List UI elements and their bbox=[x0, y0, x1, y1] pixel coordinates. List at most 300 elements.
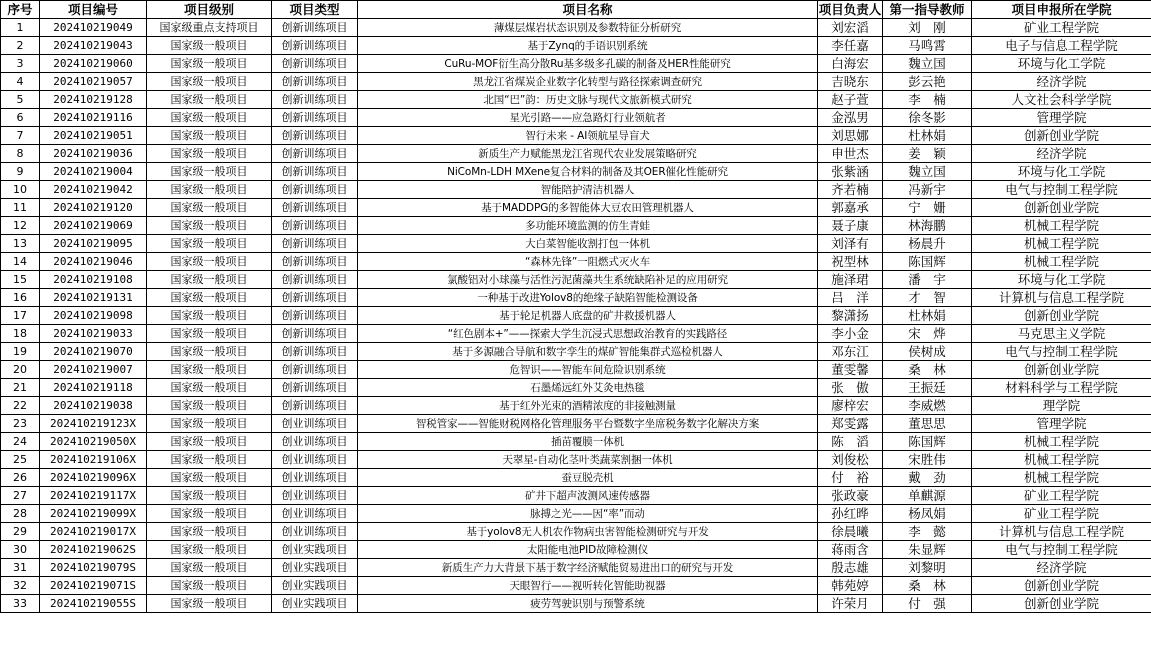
cell-level: 国家级一般项目 bbox=[147, 487, 272, 505]
table-row bbox=[1, 253, 1151, 271]
cell-college: 计算机与信息工程学院 bbox=[972, 289, 1151, 307]
cell-teacher: 宁 姗 bbox=[883, 199, 972, 217]
cell-leader: 张紫涵 bbox=[818, 163, 883, 181]
cell-teacher: 陈国辉 bbox=[883, 433, 972, 451]
cell-level: 国家级重点支持项目 bbox=[147, 19, 272, 37]
cell-code: 202410219004 bbox=[40, 163, 147, 181]
cell-college: 创新创业学院 bbox=[972, 361, 1151, 379]
cell-no: 12 bbox=[1, 217, 40, 235]
cell-type: 创新训练项目 bbox=[272, 73, 358, 91]
cell-leader: 施泽珺 bbox=[818, 271, 883, 289]
cell-leader: 李任嘉 bbox=[818, 37, 883, 55]
header-cell-code: 项目编号 bbox=[40, 1, 147, 19]
cell-code: 202410219069 bbox=[40, 217, 147, 235]
cell-name: 太阳能电池PID故障检测仪 bbox=[358, 541, 818, 559]
cell-code: 202410219106X bbox=[40, 451, 147, 469]
cell-level: 国家级一般项目 bbox=[147, 325, 272, 343]
cell-college: 经济学院 bbox=[972, 145, 1151, 163]
cell-leader: 刘宏滔 bbox=[818, 19, 883, 37]
cell-code: 202410219070 bbox=[40, 343, 147, 361]
cell-name: CuRu-MOF衍生高分散Ru基多级多孔碳的制备及HER性能研究 bbox=[358, 55, 818, 73]
cell-level: 国家级一般项目 bbox=[147, 271, 272, 289]
cell-leader: 吉晓东 bbox=[818, 73, 883, 91]
table-row bbox=[1, 541, 1151, 559]
cell-college: 马克思主义学院 bbox=[972, 325, 1151, 343]
cell-leader: 张政豪 bbox=[818, 487, 883, 505]
cell-name: 疲劳驾驶识别与预警系统 bbox=[358, 595, 818, 613]
cell-college: 机械工程学院 bbox=[972, 469, 1151, 487]
table-row bbox=[1, 271, 1151, 289]
cell-name: 基于yolov8无人机农作物病虫害智能检测研究与开发 bbox=[358, 523, 818, 541]
cell-type: 创新训练项目 bbox=[272, 109, 358, 127]
cell-level: 国家级一般项目 bbox=[147, 595, 272, 613]
cell-name: 基于红外光束的酒精浓度的非接触测量 bbox=[358, 397, 818, 415]
cell-teacher: 单麒源 bbox=[883, 487, 972, 505]
cell-teacher: 李威燃 bbox=[883, 397, 972, 415]
header-cell-teacher: 第一指导教师 bbox=[883, 1, 972, 19]
table-row bbox=[1, 19, 1151, 37]
table-row bbox=[1, 487, 1151, 505]
cell-level: 国家级一般项目 bbox=[147, 343, 272, 361]
cell-code: 202410219060 bbox=[40, 55, 147, 73]
cell-college: 环境与化工学院 bbox=[972, 55, 1151, 73]
cell-code: 202410219046 bbox=[40, 253, 147, 271]
cell-name: 新质生产力赋能黑龙江省现代农业发展策略研究 bbox=[358, 145, 818, 163]
cell-teacher: 杜林娟 bbox=[883, 307, 972, 325]
cell-teacher: 杨凤娟 bbox=[883, 505, 972, 523]
cell-level: 国家级一般项目 bbox=[147, 181, 272, 199]
cell-name: 基于轮足机器人底盘的矿井救援机器人 bbox=[358, 307, 818, 325]
cell-teacher: 彭云艳 bbox=[883, 73, 972, 91]
table-row bbox=[1, 505, 1151, 523]
cell-no: 27 bbox=[1, 487, 40, 505]
cell-level: 国家级一般项目 bbox=[147, 433, 272, 451]
cell-teacher: 潘 宇 bbox=[883, 271, 972, 289]
cell-teacher: 桑 林 bbox=[883, 361, 972, 379]
cell-college: 电气与控制工程学院 bbox=[972, 343, 1151, 361]
cell-code: 202410219118 bbox=[40, 379, 147, 397]
cell-type: 创新训练项目 bbox=[272, 343, 358, 361]
cell-name: 氯酸铝对小球藻与活性污泥菌藻共生系统缺陷补足的应用研究 bbox=[358, 271, 818, 289]
cell-name: 黑龙江省煤炭企业数字化转型与路径探索调查研究 bbox=[358, 73, 818, 91]
table-row bbox=[1, 217, 1151, 235]
cell-no: 15 bbox=[1, 271, 40, 289]
cell-no: 26 bbox=[1, 469, 40, 487]
cell-name: 大白菜智能收割打包一体机 bbox=[358, 235, 818, 253]
cell-leader: 白海宏 bbox=[818, 55, 883, 73]
cell-no: 9 bbox=[1, 163, 40, 181]
table-row bbox=[1, 343, 1151, 361]
cell-code: 202410219017X bbox=[40, 523, 147, 541]
cell-type: 创新训练项目 bbox=[272, 37, 358, 55]
cell-name: 智能陪护清洁机器人 bbox=[358, 181, 818, 199]
cell-level: 国家级一般项目 bbox=[147, 577, 272, 595]
cell-level: 国家级一般项目 bbox=[147, 127, 272, 145]
cell-teacher: 魏立国 bbox=[883, 55, 972, 73]
cell-name: 天翠星-自动化茎叶类蔬菜割捆一体机 bbox=[358, 451, 818, 469]
cell-no: 24 bbox=[1, 433, 40, 451]
cell-college: 电气与控制工程学院 bbox=[972, 181, 1151, 199]
cell-college: 机械工程学院 bbox=[972, 433, 1151, 451]
cell-name: 石墨烯远红外艾灸电热毯 bbox=[358, 379, 818, 397]
cell-no: 32 bbox=[1, 577, 40, 595]
cell-no: 25 bbox=[1, 451, 40, 469]
table-row bbox=[1, 523, 1151, 541]
cell-code: 202410219062S bbox=[40, 541, 147, 559]
cell-name: “森林先锋”一阻燃式灭火车 bbox=[358, 253, 818, 271]
cell-teacher: 李 懿 bbox=[883, 523, 972, 541]
cell-no: 10 bbox=[1, 181, 40, 199]
cell-name: 插苗覆膜一体机 bbox=[358, 433, 818, 451]
table-row bbox=[1, 577, 1151, 595]
cell-college: 创新创业学院 bbox=[972, 127, 1151, 145]
table-row bbox=[1, 415, 1151, 433]
cell-type: 创新训练项目 bbox=[272, 397, 358, 415]
cell-leader: 齐若楠 bbox=[818, 181, 883, 199]
cell-leader: 邓东江 bbox=[818, 343, 883, 361]
cell-type: 创业实践项目 bbox=[272, 559, 358, 577]
cell-leader: 申世杰 bbox=[818, 145, 883, 163]
cell-type: 创新训练项目 bbox=[272, 145, 358, 163]
cell-teacher: 付 强 bbox=[883, 595, 972, 613]
cell-type: 创业实践项目 bbox=[272, 595, 358, 613]
cell-level: 国家级一般项目 bbox=[147, 109, 272, 127]
cell-code: 202410219117X bbox=[40, 487, 147, 505]
cell-code: 202410219038 bbox=[40, 397, 147, 415]
cell-name: “红色剧本+”——探索大学生沉浸式思想政治教育的实践路径 bbox=[358, 325, 818, 343]
cell-no: 14 bbox=[1, 253, 40, 271]
cell-leader: 李小金 bbox=[818, 325, 883, 343]
header-cell-name: 项目名称 bbox=[358, 1, 818, 19]
cell-leader: 吕 洋 bbox=[818, 289, 883, 307]
table-row bbox=[1, 325, 1151, 343]
cell-teacher: 刘 刚 bbox=[883, 19, 972, 37]
cell-level: 国家级一般项目 bbox=[147, 505, 272, 523]
cell-code: 202410219123X bbox=[40, 415, 147, 433]
cell-code: 202410219036 bbox=[40, 145, 147, 163]
cell-leader: 郭嘉承 bbox=[818, 199, 883, 217]
table-row bbox=[1, 127, 1151, 145]
cell-teacher: 王振廷 bbox=[883, 379, 972, 397]
cell-college: 管理学院 bbox=[972, 109, 1151, 127]
cell-teacher: 侯树成 bbox=[883, 343, 972, 361]
cell-level: 国家级一般项目 bbox=[147, 91, 272, 109]
cell-college: 创新创业学院 bbox=[972, 577, 1151, 595]
cell-code: 202410219099X bbox=[40, 505, 147, 523]
cell-no: 7 bbox=[1, 127, 40, 145]
cell-code: 202410219049 bbox=[40, 19, 147, 37]
cell-level: 国家级一般项目 bbox=[147, 199, 272, 217]
cell-leader: 董雯馨 bbox=[818, 361, 883, 379]
cell-type: 创新训练项目 bbox=[272, 199, 358, 217]
cell-type: 创新训练项目 bbox=[272, 361, 358, 379]
cell-level: 国家级一般项目 bbox=[147, 253, 272, 271]
cell-level: 国家级一般项目 bbox=[147, 415, 272, 433]
cell-teacher: 杜林娟 bbox=[883, 127, 972, 145]
cell-leader: 黎潇扬 bbox=[818, 307, 883, 325]
cell-no: 2 bbox=[1, 37, 40, 55]
cell-college: 理学院 bbox=[972, 397, 1151, 415]
cell-level: 国家级一般项目 bbox=[147, 145, 272, 163]
cell-college: 计算机与信息工程学院 bbox=[972, 523, 1151, 541]
cell-name: NiCoMn-LDH MXene复合材料的制备及其OER催化性能研究 bbox=[358, 163, 818, 181]
cell-leader: 刘思娜 bbox=[818, 127, 883, 145]
table-row bbox=[1, 199, 1151, 217]
header-cell-college: 项目申报所在学院 bbox=[972, 1, 1151, 19]
table-row bbox=[1, 181, 1151, 199]
cell-college: 矿业工程学院 bbox=[972, 505, 1151, 523]
table-row bbox=[1, 91, 1151, 109]
cell-no: 20 bbox=[1, 361, 40, 379]
cell-code: 202410219043 bbox=[40, 37, 147, 55]
table-row bbox=[1, 73, 1151, 91]
cell-leader: 许荣月 bbox=[818, 595, 883, 613]
cell-teacher: 马鸣霄 bbox=[883, 37, 972, 55]
cell-leader: 刘俊松 bbox=[818, 451, 883, 469]
cell-no: 33 bbox=[1, 595, 40, 613]
cell-level: 国家级一般项目 bbox=[147, 307, 272, 325]
cell-no: 6 bbox=[1, 109, 40, 127]
cell-type: 创新训练项目 bbox=[272, 289, 358, 307]
cell-name: 新质生产力大背景下基于数字经济赋能贸易进出口的研究与开发 bbox=[358, 559, 818, 577]
cell-college: 机械工程学院 bbox=[972, 451, 1151, 469]
cell-leader: 聂子康 bbox=[818, 217, 883, 235]
cell-type: 创业训练项目 bbox=[272, 451, 358, 469]
cell-type: 创新训练项目 bbox=[272, 379, 358, 397]
cell-teacher: 陈国辉 bbox=[883, 253, 972, 271]
cell-code: 202410219042 bbox=[40, 181, 147, 199]
cell-name: 基于Zynq的手语识别系统 bbox=[358, 37, 818, 55]
table-row bbox=[1, 307, 1151, 325]
cell-leader: 徐晨曦 bbox=[818, 523, 883, 541]
cell-leader: 张 傲 bbox=[818, 379, 883, 397]
cell-code: 202410219079S bbox=[40, 559, 147, 577]
cell-teacher: 才 智 bbox=[883, 289, 972, 307]
table-body bbox=[1, 19, 1151, 613]
cell-no: 21 bbox=[1, 379, 40, 397]
cell-code: 202410219096X bbox=[40, 469, 147, 487]
cell-code: 202410219057 bbox=[40, 73, 147, 91]
cell-teacher: 李 楠 bbox=[883, 91, 972, 109]
table-row bbox=[1, 595, 1151, 613]
cell-no: 16 bbox=[1, 289, 40, 307]
cell-no: 1 bbox=[1, 19, 40, 37]
cell-type: 创业实践项目 bbox=[272, 577, 358, 595]
cell-college: 环境与化工学院 bbox=[972, 271, 1151, 289]
cell-name: 一种基于改进Yolov8的绝缘子缺陷智能检测设备 bbox=[358, 289, 818, 307]
table-row bbox=[1, 559, 1151, 577]
cell-type: 创业训练项目 bbox=[272, 433, 358, 451]
cell-type: 创新训练项目 bbox=[272, 163, 358, 181]
cell-code: 202410219128 bbox=[40, 91, 147, 109]
cell-name: 矿井下超声波测风速传感器 bbox=[358, 487, 818, 505]
cell-no: 30 bbox=[1, 541, 40, 559]
header-row bbox=[1, 1, 1151, 19]
cell-no: 8 bbox=[1, 145, 40, 163]
cell-leader: 祝型林 bbox=[818, 253, 883, 271]
table-row bbox=[1, 289, 1151, 307]
cell-name: 蚕豆脱壳机 bbox=[358, 469, 818, 487]
cell-college: 管理学院 bbox=[972, 415, 1151, 433]
header-cell-type: 项目类型 bbox=[272, 1, 358, 19]
cell-leader: 蒋雨含 bbox=[818, 541, 883, 559]
cell-level: 国家级一般项目 bbox=[147, 235, 272, 253]
cell-teacher: 宋胜伟 bbox=[883, 451, 972, 469]
cell-college: 机械工程学院 bbox=[972, 217, 1151, 235]
cell-college: 机械工程学院 bbox=[972, 235, 1151, 253]
cell-type: 创新训练项目 bbox=[272, 19, 358, 37]
cell-leader: 孙红晔 bbox=[818, 505, 883, 523]
cell-name: 基于多源融合导航和数字孪生的煤矿智能集群式巡检机器人 bbox=[358, 343, 818, 361]
cell-type: 创新训练项目 bbox=[272, 127, 358, 145]
cell-teacher: 董思思 bbox=[883, 415, 972, 433]
cell-leader: 刘泽有 bbox=[818, 235, 883, 253]
cell-type: 创新训练项目 bbox=[272, 271, 358, 289]
cell-no: 11 bbox=[1, 199, 40, 217]
table-row bbox=[1, 37, 1151, 55]
cell-code: 202410219033 bbox=[40, 325, 147, 343]
table-row bbox=[1, 145, 1151, 163]
cell-code: 202410219071S bbox=[40, 577, 147, 595]
cell-college: 电子与信息工程学院 bbox=[972, 37, 1151, 55]
cell-no: 3 bbox=[1, 55, 40, 73]
table-row bbox=[1, 163, 1151, 181]
cell-name: 北国“巴”韵：历史文脉与现代文旅新模式研究 bbox=[358, 91, 818, 109]
cell-type: 创新训练项目 bbox=[272, 325, 358, 343]
cell-name: 基于MADDPG的多智能体大豆农田管理机器人 bbox=[358, 199, 818, 217]
cell-level: 国家级一般项目 bbox=[147, 217, 272, 235]
header-cell-leader: 项目负责人 bbox=[818, 1, 882, 17]
cell-no: 4 bbox=[1, 73, 40, 91]
table-row bbox=[1, 361, 1151, 379]
cell-college: 创新创业学院 bbox=[972, 199, 1151, 217]
cell-level: 国家级一般项目 bbox=[147, 163, 272, 181]
cell-name: 脉搏之光——因“率”而动 bbox=[358, 505, 818, 523]
cell-no: 29 bbox=[1, 523, 40, 541]
cell-leader: 韩苑婷 bbox=[818, 577, 883, 595]
cell-type: 创新训练项目 bbox=[272, 217, 358, 235]
cell-college: 创新创业学院 bbox=[972, 307, 1151, 325]
cell-teacher: 杨晨升 bbox=[883, 235, 972, 253]
cell-no: 23 bbox=[1, 415, 40, 433]
cell-level: 国家级一般项目 bbox=[147, 541, 272, 559]
cell-level: 国家级一般项目 bbox=[147, 73, 272, 91]
cell-college: 电气与控制工程学院 bbox=[972, 541, 1151, 559]
header-cell-no: 序号 bbox=[1, 1, 40, 19]
table-row bbox=[1, 109, 1151, 127]
cell-teacher: 林海鹏 bbox=[883, 217, 972, 235]
cell-code: 202410219120 bbox=[40, 199, 147, 217]
cell-code: 202410219050X bbox=[40, 433, 147, 451]
table-row bbox=[1, 451, 1151, 469]
cell-no: 5 bbox=[1, 91, 40, 109]
cell-college: 矿业工程学院 bbox=[972, 487, 1151, 505]
table-row bbox=[1, 379, 1151, 397]
cell-teacher: 宋 烨 bbox=[883, 325, 972, 343]
cell-name: 多功能环境监测的仿生青蛙 bbox=[358, 217, 818, 235]
cell-type: 创新训练项目 bbox=[272, 253, 358, 271]
cell-code: 202410219095 bbox=[40, 235, 147, 253]
table-row bbox=[1, 469, 1151, 487]
cell-level: 国家级一般项目 bbox=[147, 397, 272, 415]
cell-level: 国家级一般项目 bbox=[147, 469, 272, 487]
cell-leader: 殷志雄 bbox=[818, 559, 883, 577]
cell-college: 材料科学与工程学院 bbox=[972, 379, 1151, 397]
cell-code: 202410219007 bbox=[40, 361, 147, 379]
cell-teacher: 朱显辉 bbox=[883, 541, 972, 559]
cell-type: 创业训练项目 bbox=[272, 487, 358, 505]
cell-type: 创新训练项目 bbox=[272, 181, 358, 199]
cell-leader: 金泓男 bbox=[818, 109, 883, 127]
cell-name: 智行未来 - AI领航星导盲犬 bbox=[358, 127, 818, 145]
cell-code: 202410219055S bbox=[40, 595, 147, 613]
cell-name: 天眼智行——视听转化智能助视器 bbox=[358, 577, 818, 595]
cell-teacher: 刘黎明 bbox=[883, 559, 972, 577]
cell-leader: 付 裕 bbox=[818, 469, 883, 487]
header-cell-level: 项目级别 bbox=[147, 1, 272, 19]
cell-college: 人文社会科学学院 bbox=[972, 91, 1151, 109]
table-row bbox=[1, 235, 1151, 253]
cell-teacher: 姜 颖 bbox=[883, 145, 972, 163]
cell-type: 创业实践项目 bbox=[272, 541, 358, 559]
cell-leader: 郑雯露 bbox=[818, 415, 883, 433]
cell-type: 创业训练项目 bbox=[272, 469, 358, 487]
cell-leader: 廖梓宏 bbox=[818, 397, 883, 415]
cell-type: 创新训练项目 bbox=[272, 307, 358, 325]
cell-code: 202410219131 bbox=[40, 289, 147, 307]
cell-college: 经济学院 bbox=[972, 73, 1151, 91]
cell-level: 国家级一般项目 bbox=[147, 289, 272, 307]
cell-type: 创业训练项目 bbox=[272, 415, 358, 433]
cell-leader: 赵子萱 bbox=[818, 91, 883, 109]
cell-no: 13 bbox=[1, 235, 40, 253]
table-row bbox=[1, 433, 1151, 451]
cell-no: 17 bbox=[1, 307, 40, 325]
cell-type: 创业训练项目 bbox=[272, 523, 358, 541]
cell-no: 18 bbox=[1, 325, 40, 343]
cell-teacher: 冯新宇 bbox=[883, 181, 972, 199]
cell-teacher: 戴 劲 bbox=[883, 469, 972, 487]
cell-level: 国家级一般项目 bbox=[147, 37, 272, 55]
cell-code: 202410219108 bbox=[40, 271, 147, 289]
cell-name: 智税管家——智能财税网格化管理服务平台暨数字坐席税务数字化解决方案 bbox=[358, 415, 818, 433]
cell-level: 国家级一般项目 bbox=[147, 559, 272, 577]
cell-type: 创新训练项目 bbox=[272, 235, 358, 253]
cell-teacher: 桑 林 bbox=[883, 577, 972, 595]
cell-level: 国家级一般项目 bbox=[147, 451, 272, 469]
cell-level: 国家级一般项目 bbox=[147, 379, 272, 397]
cell-no: 31 bbox=[1, 559, 40, 577]
cell-no: 19 bbox=[1, 343, 40, 361]
cell-teacher: 徐冬影 bbox=[883, 109, 972, 127]
cell-college: 经济学院 bbox=[972, 559, 1151, 577]
cell-level: 国家级一般项目 bbox=[147, 361, 272, 379]
cell-type: 创业训练项目 bbox=[272, 505, 358, 523]
cell-college: 创新创业学院 bbox=[972, 595, 1151, 613]
cell-college: 环境与化工学院 bbox=[972, 163, 1151, 181]
cell-no: 22 bbox=[1, 397, 40, 415]
cell-type: 创新训练项目 bbox=[272, 91, 358, 109]
cell-name: 危智识——智能车间危险识别系统 bbox=[358, 361, 818, 379]
cell-type: 创新训练项目 bbox=[272, 55, 358, 73]
cell-college: 矿业工程学院 bbox=[972, 19, 1151, 37]
cell-code: 202410219116 bbox=[40, 109, 147, 127]
cell-code: 202410219098 bbox=[40, 307, 147, 325]
cell-name: 星光引路——应急路灯行业领航者 bbox=[358, 109, 818, 127]
cell-level: 国家级一般项目 bbox=[147, 55, 272, 73]
cell-code: 202410219051 bbox=[40, 127, 147, 145]
cell-no: 28 bbox=[1, 505, 40, 523]
